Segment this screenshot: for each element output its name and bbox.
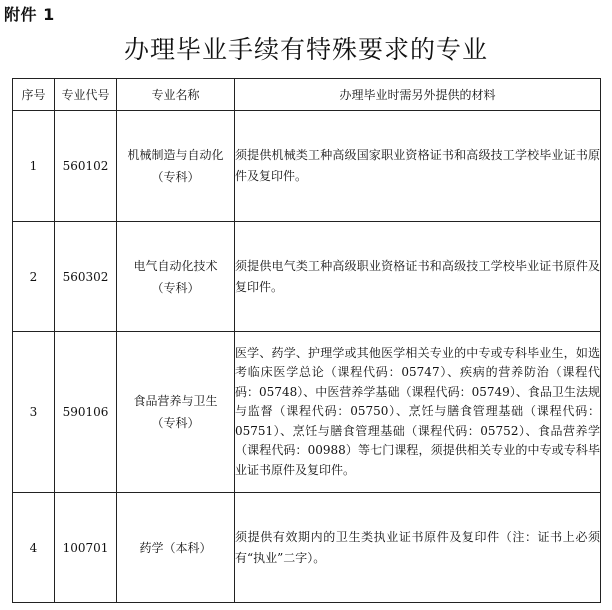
header-seq: 序号 <box>13 79 55 111</box>
row-seq: 1 <box>13 111 55 222</box>
row-name <box>117 111 235 222</box>
table-row <box>13 493 601 603</box>
header-code: 专业代号 <box>55 79 117 111</box>
row-name-line1: 食品营养与卫生 <box>133 394 218 408</box>
row-code: 560302 <box>55 222 117 332</box>
row-name-line1: 机械制造与自动化 <box>127 148 224 162</box>
row-seq: 3 <box>13 332 55 493</box>
header-name: 专业名称 <box>117 79 235 111</box>
row-materials: 须提供电气类工种高级职业资格证书和高级技工学校毕业证书原件及复印件。 <box>235 222 601 332</box>
table-header-row <box>13 79 601 111</box>
row-materials: 医学、药学、护理学或其他医学相关专业的中专或专科毕业生，如选考临床医学总论（课程代码：05747）、疾病的营养防治（课程代码：05748）、中医营养学基础（课程代码：05749）、食品卫生法规与监督（课程代码：05750）、烹饪与膳食管理基础（课程代码：05751）、烹饪与膳食管理基础（课程代码：05752）、食品营养学（课程代码：00988）等七门课程，须提供相关专业的中专或专科毕业证书原件及复印件。 <box>235 332 601 493</box>
row-seq: 4 <box>13 493 55 603</box>
row-name <box>117 222 235 332</box>
header-materials: 办理毕业时需另外提供的材料 <box>235 79 601 111</box>
page-title: 办理毕业手续有特殊要求的专业 <box>123 35 488 64</box>
row-name-line1: 药学（本科） <box>139 540 212 555</box>
row-code: 590106 <box>55 332 117 493</box>
table-row <box>13 111 601 222</box>
majors-table <box>12 78 601 603</box>
row-code: 100701 <box>55 493 117 603</box>
row-name <box>117 332 235 493</box>
row-name-line1: 电气自动化技术 <box>133 258 218 273</box>
attachment-label: 附件 1 <box>4 5 55 24</box>
table-row <box>13 332 601 493</box>
row-name <box>117 493 235 603</box>
row-name-line2: （专科） <box>151 416 200 430</box>
row-materials: 须提供有效期内的卫生类执业证书原件及复印件（注：证书上必须有“执业”二字）。 <box>235 493 601 603</box>
row-name-line2: （专科） <box>151 280 200 295</box>
row-materials: 须提供机械类工种高级国家职业资格证书和高级技工学校毕业证书原件及复印件。 <box>235 111 601 222</box>
row-name-line2: （专科） <box>151 170 200 184</box>
row-code: 560102 <box>55 111 117 222</box>
table-row <box>13 222 601 332</box>
row-seq: 2 <box>13 222 55 332</box>
